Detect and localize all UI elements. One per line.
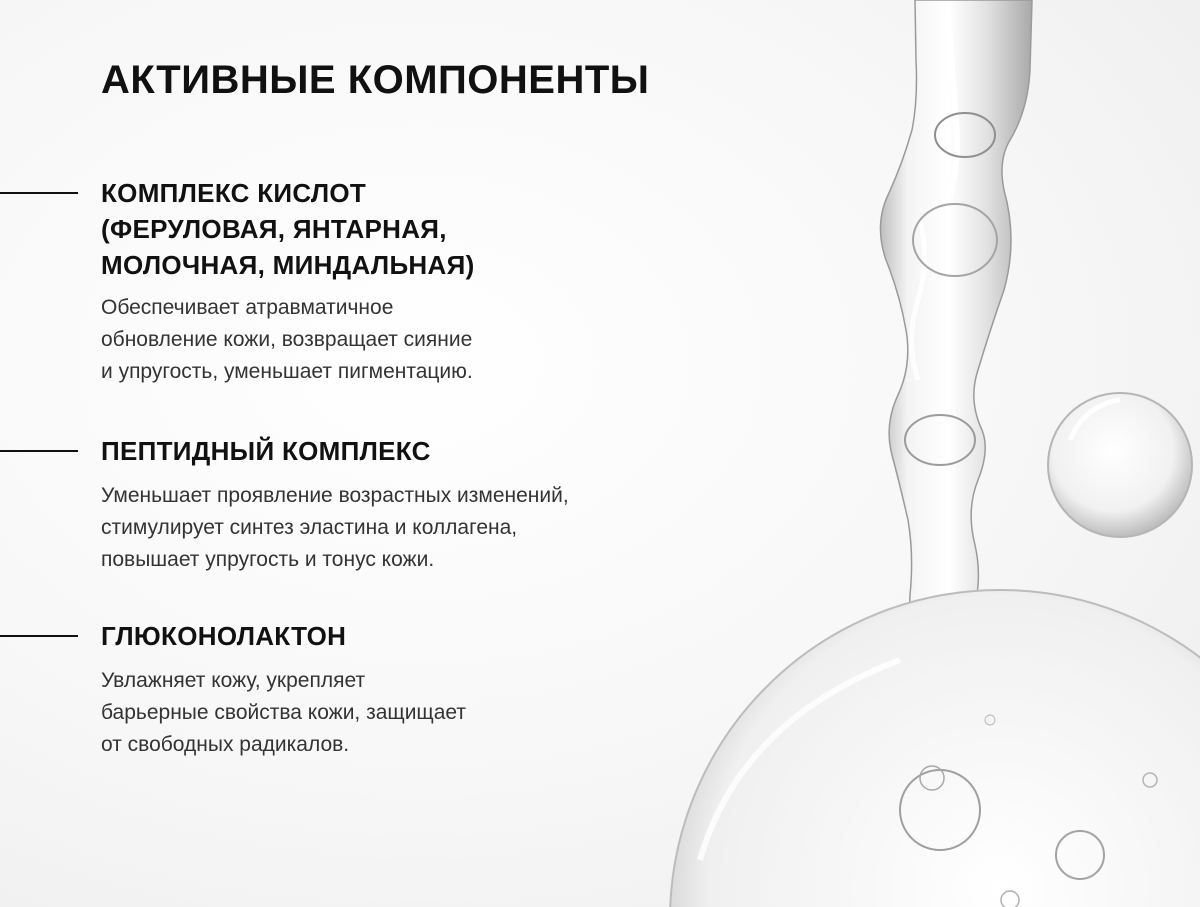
gel-bubble-icon [670,590,1200,907]
section-rule [0,635,78,637]
component-heading: КОМПЛЕКС КИСЛОТ (ФЕРУЛОВАЯ, ЯНТАРНАЯ, МОЛОЧНАЯ, МИНДАЛЬНАЯ) [101,178,475,280]
component-heading: ПЕПТИДНЫЙ КОМПЛЕКС [101,436,431,466]
component-description: Уменьшает проявление возрастных изменений, стимулирует синтез эластина и коллагена, повышает упругость и тонус кожи. [101,484,569,571]
section-rule [0,450,78,452]
glass-pipette-icon [880,0,1032,647]
section-rule [0,192,78,194]
component-description: Увлажняет кожу, укрепляет барьерные свойства кожи, защищает от свободных радикалов. [101,669,466,756]
component-description: Обеспечивает атравматичное обновление кожи, возвращает сияние и упругость, уменьшает пигментацию. [101,296,473,383]
page-title: АКТИВНЫЕ КОМПОНЕНТЫ [101,58,650,102]
floating-bubble-icon [1048,393,1192,537]
component-heading: ГЛЮКОНОЛАКТОН [101,621,347,651]
serum-illustration [640,0,1200,907]
